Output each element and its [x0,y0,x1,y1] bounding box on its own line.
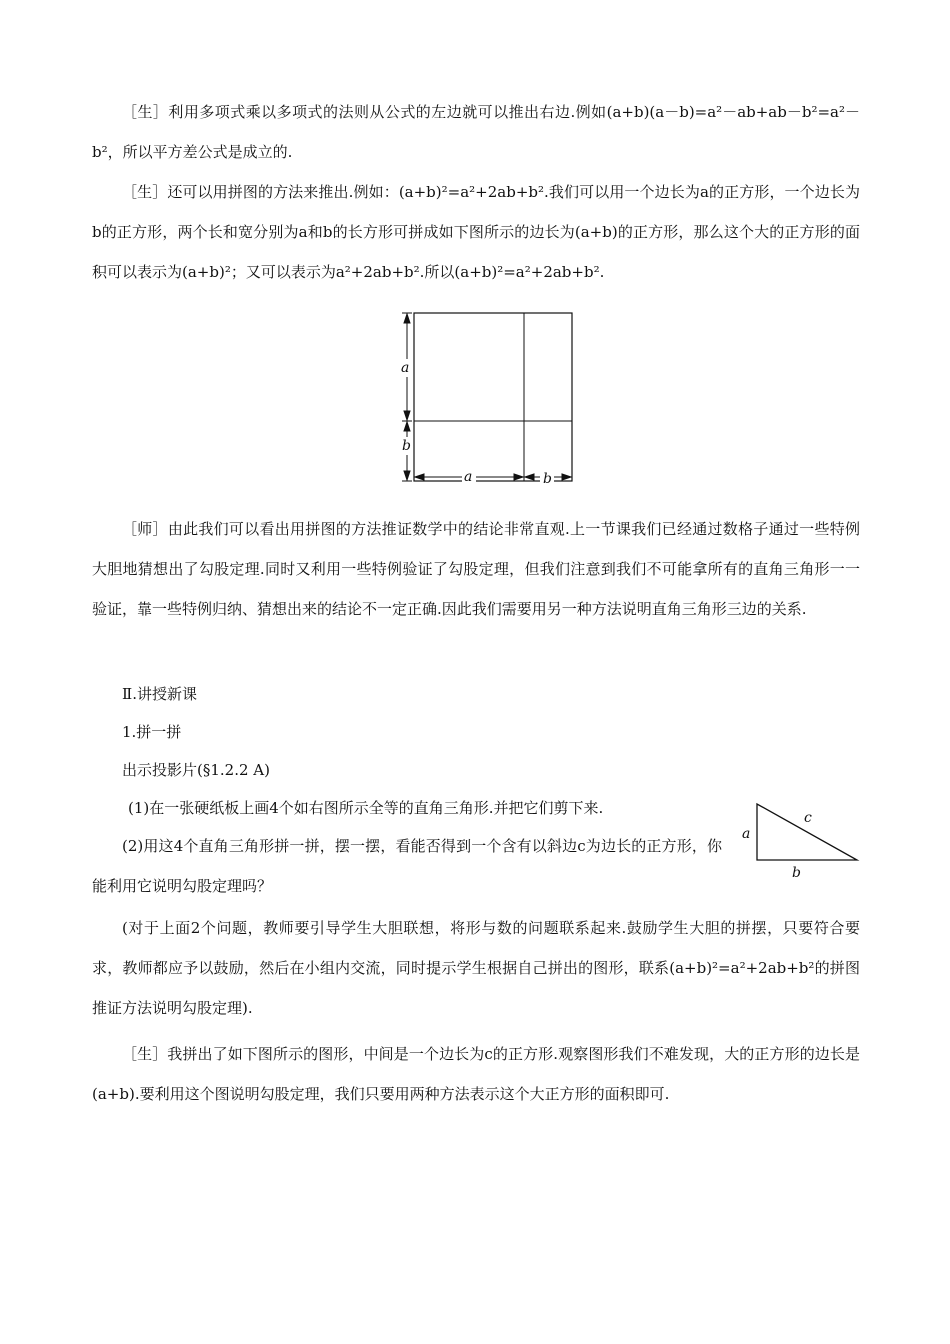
paragraph-5: ［生］我拼出了如下图所示的图形，中间是一个边长为c的正方形.观察图形我们不难发现，大的正方形的边长是(a+b).要利用这个图说明勾股定理，我们只要用两种方法表示这个大正方形的面积即可. [92,1045,860,1103]
projection-line: 出示投影片(§1.2.2 A) [122,761,270,779]
label-b-vertical: b [402,438,411,454]
paragraph-1: ［生］利用多项式乘以多项式的法则从公式的左边就可以推出右边.例如(a+b)(a－b)=a²－ab+ab－b²=a²－b²，所以平方差公式是成立的. [92,103,860,161]
paragraph-4: (对于上面2个问题，教师要引导学生大胆联想，将形与数的问题联系起来.鼓励学生大胆的拼摆，只要符合要求，教师都应予以鼓励，然后在小组内交流，同时提示学生根据自己拼出的图形，联系(a+b)²=a²+2ab+b²的拼图推证方法说明勾股定理). [92,919,860,1017]
label-a-horizontal: a [464,469,473,485]
section-title: Ⅱ.讲授新课 [122,685,197,703]
label-b-horizontal: b [543,471,552,487]
label-a-vertical: a [401,360,410,376]
triangle-figure [738,798,860,882]
subsection-title: 1.拼一拼 [122,723,182,741]
label-a: a [742,826,751,842]
question-2: (2)用这4个直角三角形拼一拼，摆一摆，看能否得到一个含有以斜边c为边长的正方形，你能利用它说明勾股定理吗？ [92,837,722,895]
vertical-dimension [402,313,412,481]
label-b: b [792,865,801,881]
paragraph-2: ［生］还可以用拼图的方法来推出.例如：(a+b)²=a²+2ab+b².我们可以用一个边长为a的正方形，一个边长为b的正方形，两个长和宽分别为a和b的长方形可拼成如下图所示的边长为(a+b)的正方形，那么这个大的正方形的面积可以表示为(a+b)²；又可以表示为a²+2ab+b².所以(a+b)²=a²+2ab+b². [92,183,860,281]
paragraph-3: ［师］由此我们可以看出用拼图的方法推证数学中的结论非常直观.上一节课我们已经通过数格子通过一些特例大胆地猜想出了勾股定理.同时又利用一些特例验证了勾股定理，但我们注意到我们不可能拿所有的直角三角形一一验证，靠一些特例归纳、猜想出来的结论不一定正确.因此我们需要用另一种方法说明直角三角形三边的关系. [92,520,860,618]
question-1: (1)在一张硬纸板上画4个如右图所示全等的直角三角形.并把它们剪下来. [128,799,604,817]
label-c: c [804,810,812,826]
big-square [414,313,572,481]
square-figure [398,305,580,491]
